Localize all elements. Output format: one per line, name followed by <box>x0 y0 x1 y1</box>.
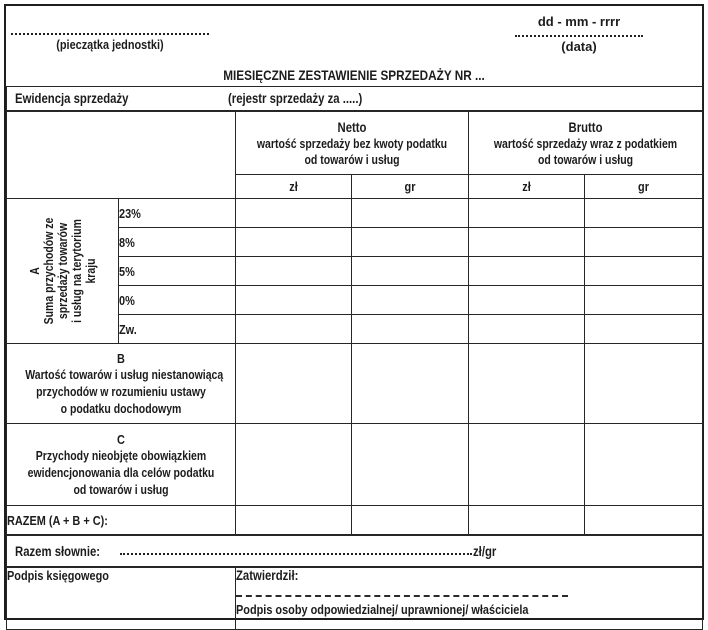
amount-cell <box>352 228 469 257</box>
approval-cell <box>236 567 703 630</box>
section-b-row <box>7 344 703 424</box>
amount-cell <box>236 315 352 344</box>
signature-dashed-line <box>236 595 568 597</box>
amount-cell <box>469 315 585 344</box>
amount-cell <box>469 257 585 286</box>
stamp-caption: (pieczątka jednostki) <box>56 37 164 52</box>
sales-summary-table <box>6 86 703 630</box>
section-a-code: A <box>27 267 42 275</box>
amount-cell <box>585 344 703 424</box>
amount-cell <box>236 286 352 315</box>
unit-zl-netto: zł <box>236 175 352 199</box>
amount-cell <box>469 286 585 315</box>
amount-cell <box>469 344 585 424</box>
in-words-suffix: zł/gr <box>473 543 497 559</box>
amount-cell <box>352 315 469 344</box>
amount-cell <box>469 199 585 228</box>
amount-cell <box>585 199 703 228</box>
section-b-code: B <box>117 350 125 366</box>
section-c-code: C <box>117 431 125 447</box>
document-page <box>4 4 704 620</box>
amount-cell <box>469 424 585 506</box>
accountant-signature-cell: Podpis księgowego <box>7 567 236 630</box>
brutto-title: Brutto <box>568 119 603 135</box>
section-c-label: C Przychody nieobjęte obowiązkiem ewidencjonowania dla celów podatku od towarów i usług <box>7 424 236 506</box>
section-a-rotated-label: A Suma przychodów ze sprzedaży towarów i usług na terytorium kraju <box>28 200 98 342</box>
brutto-header: Brutto wartość sprzedaży wraz z podatkiem od towarów i usług <box>469 111 703 175</box>
rate-row-23 <box>7 199 703 228</box>
register-label: Ewidencja sprzedaży <box>15 91 129 106</box>
total-in-words-row <box>7 535 703 567</box>
rate-label: 23% <box>119 199 236 228</box>
in-words-label: Razem słownie: <box>15 543 101 559</box>
amount-cell <box>236 344 352 424</box>
column-header-row <box>7 111 703 175</box>
register-period-label: (rejestr sprzedaży za .....) <box>228 91 363 106</box>
rate-label: 5% <box>119 257 236 286</box>
amount-cell <box>352 257 469 286</box>
amount-cell <box>352 506 469 536</box>
approved-caption: Podpis osoby odpowiedzialnej/ uprawnionej/ właściciela <box>236 602 529 617</box>
page-title: MIESIĘCZNE ZESTAWIENIE SPRZEDAŻY NR ... <box>223 67 485 83</box>
date-block <box>512 14 646 54</box>
amount-cell <box>236 228 352 257</box>
amount-cell <box>585 257 703 286</box>
amount-cell <box>352 424 469 506</box>
amount-cell <box>236 424 352 506</box>
subheader-row <box>7 87 703 112</box>
amount-cell <box>469 228 585 257</box>
section-b-label: B Wartość towarów i usług niestanowiącą przychodów w rozumieniu ustawy o podatku dochodowym <box>7 344 236 424</box>
amount-cell <box>585 424 703 506</box>
signatures-row <box>7 567 703 630</box>
corner-cell <box>7 111 236 199</box>
amount-cell <box>469 506 585 536</box>
amount-cell <box>352 286 469 315</box>
amount-cell <box>585 228 703 257</box>
total-row <box>7 506 703 536</box>
amount-cell <box>352 199 469 228</box>
rate-label: Zw. <box>119 315 236 344</box>
amount-cell <box>585 286 703 315</box>
stamp-dotted-line <box>11 33 209 35</box>
amount-cell <box>236 199 352 228</box>
amount-cell <box>585 315 703 344</box>
netto-header: Netto wartość sprzedaży bez kwoty podatku od towarów i usług <box>236 111 469 175</box>
approved-label: Zatwierdził: <box>236 568 299 583</box>
netto-title: Netto <box>337 119 367 135</box>
amount-cell <box>236 257 352 286</box>
amount-cell <box>585 506 703 536</box>
in-words-dotted-line <box>120 553 472 555</box>
unit-gr-brutto: gr <box>585 175 703 199</box>
stamp-block <box>10 33 210 52</box>
rate-label: 8% <box>119 228 236 257</box>
date-format-label: dd - mm - rrrr <box>537 14 621 29</box>
unit-zl-brutto: zł <box>469 175 585 199</box>
document-header <box>6 6 702 86</box>
total-label: RAZEM (A + B + C): <box>7 506 236 536</box>
section-a-label-cell <box>7 199 119 344</box>
date-dotted-line <box>515 35 643 37</box>
section-c-row <box>7 424 703 506</box>
amount-cell <box>352 344 469 424</box>
date-caption: (data) <box>561 39 597 54</box>
unit-gr-netto: gr <box>352 175 469 199</box>
amount-cell <box>236 506 352 536</box>
rate-label: 0% <box>119 286 236 315</box>
